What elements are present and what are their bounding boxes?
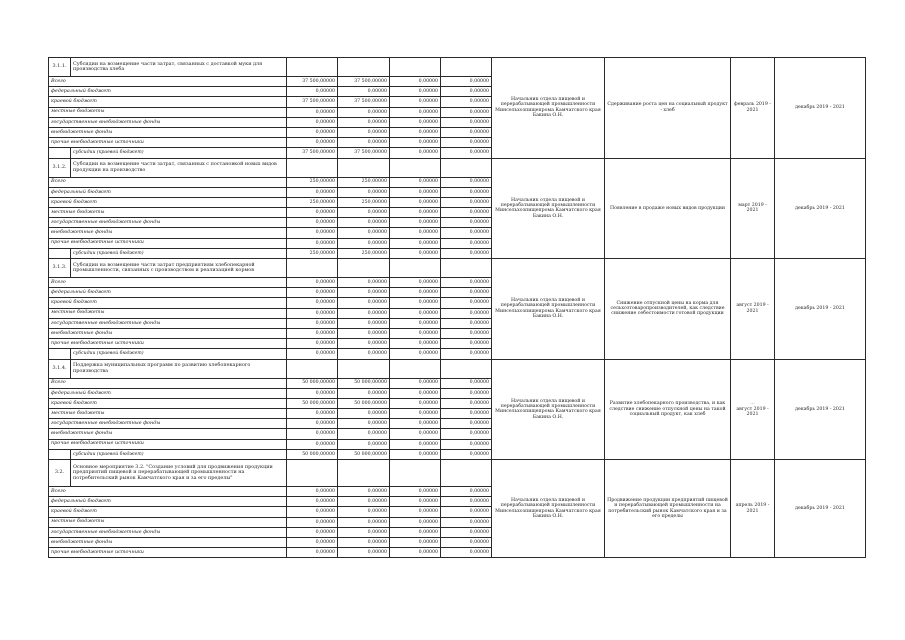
amount-cell: 0,00000 <box>441 248 492 258</box>
amount-cell: 0,00000 <box>441 449 492 459</box>
empty-cell <box>441 158 492 177</box>
amount-cell: 37 500,00000 <box>287 148 338 158</box>
funding-source-label: федеральный бюджет <box>49 288 287 298</box>
amount-cell: 0,00000 <box>441 148 492 158</box>
responsible-person: Начальник отдела пищевой и перерабатывающей промышленности Минсельхозпищепрома Камчатского края Бакина О.Н. <box>492 158 605 259</box>
indent-cell <box>49 449 71 459</box>
amount-cell: 0,00000 <box>338 497 390 507</box>
section-title: Субсидии на возмещение части затрат, связанных с постановкой новых видов продукции на производство <box>71 158 287 177</box>
section-title-row <box>49 158 866 177</box>
amount-cell: 0,00000 <box>338 339 390 349</box>
funding-source-label: прочие внебюджетные источники <box>49 439 287 449</box>
amount-cell: 0,00000 <box>390 107 441 117</box>
empty-cell <box>287 158 338 177</box>
expected-result: Продвижение продукции предприятий пищевой и перерабатывающей промышленности на потребительский рынок Камчатского края и за его пределы <box>605 460 731 558</box>
funding-source-label: внебюджетные фонды <box>49 537 287 547</box>
empty-cell <box>338 359 390 378</box>
section-title: Основное мероприятие 3.2. "Создание условий для продвижения продукции предприятий пищевой и перерабатывающей промышленности на потребительский рынок Камчатского края и за его пределы" <box>71 460 287 487</box>
amount-cell: 0,00000 <box>287 439 338 449</box>
amount-cell: 0,00000 <box>390 537 441 547</box>
section-title-row <box>49 359 866 378</box>
amount-cell: 0,00000 <box>287 507 338 517</box>
amount-cell: 0,00000 <box>390 148 441 158</box>
amount-cell: 37 500,00000 <box>287 77 338 87</box>
amount-cell: 50 000,00000 <box>287 378 338 388</box>
amount-cell: 0,00000 <box>441 439 492 449</box>
amount-cell: 0,00000 <box>287 127 338 137</box>
amount-cell: 0,00000 <box>338 107 390 117</box>
funding-source-label: краевой бюджет <box>49 97 287 107</box>
amount-cell: 0,00000 <box>287 138 338 148</box>
funding-source-label: субсидии (краевой бюджет) <box>71 148 287 158</box>
start-date: март 2019 - 2021 <box>731 158 775 259</box>
amount-cell: 50 000,00000 <box>338 398 390 408</box>
amount-cell: 0,00000 <box>287 208 338 218</box>
expected-result: Сдерживание роста цен на социальный продукт - хлеб <box>605 58 731 159</box>
amount-cell: 0,00000 <box>390 77 441 87</box>
amount-cell: 0,00000 <box>338 487 390 497</box>
amount-cell: 0,00000 <box>441 378 492 388</box>
start-date: август 2019 - 2021 <box>731 259 775 360</box>
amount-cell: 0,00000 <box>441 187 492 197</box>
amount-cell: 0,00000 <box>338 318 390 328</box>
amount-cell: 0,00000 <box>390 228 441 238</box>
amount-cell: 0,00000 <box>338 127 390 137</box>
amount-cell: 0,00000 <box>390 398 441 408</box>
amount-cell: 0,00000 <box>441 507 492 517</box>
funding-source-label: внебюджетные фонды <box>49 228 287 238</box>
amount-cell: 0,00000 <box>287 298 338 308</box>
empty-cell <box>338 460 390 487</box>
amount-cell: 0,00000 <box>390 298 441 308</box>
amount-cell: 0,00000 <box>338 419 390 429</box>
marker-dots: ... <box>750 401 755 407</box>
amount-cell: 0,00000 <box>441 349 492 359</box>
amount-cell: 0,00000 <box>287 419 338 429</box>
amount-cell: 0,00000 <box>441 527 492 537</box>
amount-cell: 0,00000 <box>441 497 492 507</box>
funding-source-label: государственные внебюджетные фонды <box>49 117 287 127</box>
amount-cell: 0,00000 <box>287 328 338 338</box>
section-title: Субсидии на возмещение части затрат, связанных с доставкой муки для производства хлеба <box>71 58 287 77</box>
empty-cell <box>390 259 441 278</box>
funding-source-label: краевой бюджет <box>49 197 287 207</box>
amount-cell: 0,00000 <box>390 409 441 419</box>
budget-table <box>48 57 866 558</box>
funding-source-label: Всего <box>49 278 287 288</box>
section-code: 3.1.2. <box>49 158 71 177</box>
amount-cell: 0,00000 <box>338 298 390 308</box>
responsible-person: Начальник отдела пищевой и перерабатывающей промышленности Минсельхозпищепрома Камчатского края Бакина О.Н. <box>492 460 605 558</box>
amount-cell: 0,00000 <box>390 449 441 459</box>
amount-cell: 37 500,00000 <box>338 97 390 107</box>
amount-cell: 0,00000 <box>390 127 441 137</box>
amount-cell: 0,00000 <box>441 138 492 148</box>
amount-cell: 0,00000 <box>441 218 492 228</box>
amount-cell: 0,00000 <box>390 328 441 338</box>
funding-source-label: краевой бюджет <box>49 507 287 517</box>
amount-cell: 0,00000 <box>287 228 338 238</box>
indent-cell <box>49 148 71 158</box>
responsible-person: Начальник отдела пищевой и перерабатывающей промышленности Минсельхозпищепрома Камчатского края Бакина О.Н. <box>492 58 605 159</box>
funding-source-label: государственные внебюджетные фонды <box>49 218 287 228</box>
amount-cell: 0,00000 <box>441 328 492 338</box>
empty-cell <box>390 58 441 77</box>
amount-cell: 0,00000 <box>338 308 390 318</box>
amount-cell: 0,00000 <box>287 429 338 439</box>
expected-result: Снижение отпускной цены на корма для сельхозтоваропроизводителей, как следствие снижение себестоимости готовой продукции <box>605 259 731 360</box>
amount-cell: 0,00000 <box>287 349 338 359</box>
amount-cell: 0,00000 <box>390 429 441 439</box>
amount-cell: 0,00000 <box>287 218 338 228</box>
amount-cell: 0,00000 <box>390 439 441 449</box>
empty-cell <box>441 460 492 487</box>
amount-cell: 0,00000 <box>338 187 390 197</box>
amount-cell: 0,00000 <box>390 87 441 97</box>
funding-source-label: федеральный бюджет <box>49 187 287 197</box>
amount-cell: 0,00000 <box>390 248 441 258</box>
amount-cell: 0,00000 <box>390 487 441 497</box>
amount-cell: 0,00000 <box>390 497 441 507</box>
funding-source-label: государственные внебюджетные фонды <box>49 318 287 328</box>
end-date: декабрь 2019 - 2021 <box>775 259 866 360</box>
amount-cell: 0,00000 <box>287 527 338 537</box>
end-date: декабрь 2019 - 2021 <box>775 460 866 558</box>
amount-cell: 0,00000 <box>441 308 492 318</box>
amount-cell: 0,00000 <box>441 117 492 127</box>
amount-cell: 0,00000 <box>338 117 390 127</box>
funding-source-label: местные бюджеты <box>49 308 287 318</box>
section-title-row <box>49 259 866 278</box>
amount-cell: 50 000,00000 <box>338 449 390 459</box>
amount-cell: 250,00000 <box>338 248 390 258</box>
amount-cell: 0,00000 <box>338 278 390 288</box>
amount-cell: 0,00000 <box>287 117 338 127</box>
empty-cell <box>441 359 492 378</box>
amount-cell: 0,00000 <box>390 288 441 298</box>
end-date: декабрь 2019 - 2021 <box>775 359 866 460</box>
amount-cell: 0,00000 <box>338 328 390 338</box>
empty-cell <box>338 58 390 77</box>
amount-cell: 0,00000 <box>390 339 441 349</box>
amount-cell: 0,00000 <box>338 388 390 398</box>
expected-result: Развитие хлебопекарного производства, и как следствие снижение отпускной цены на такой социальный продукт, как хлеб <box>605 359 731 460</box>
amount-cell: 0,00000 <box>441 318 492 328</box>
amount-cell: 0,00000 <box>441 288 492 298</box>
amount-cell: 0,00000 <box>338 507 390 517</box>
amount-cell: 0,00000 <box>390 308 441 318</box>
funding-source-label: прочие внебюджетные источники <box>49 238 287 248</box>
amount-cell: 37 500,00000 <box>338 77 390 87</box>
section-code: 3.1.3. <box>49 259 71 278</box>
amount-cell: 0,00000 <box>441 537 492 547</box>
amount-cell: 0,00000 <box>441 339 492 349</box>
start-date: ... август 2019 - 2021 <box>731 359 775 460</box>
empty-cell <box>287 460 338 487</box>
empty-cell <box>441 58 492 77</box>
amount-cell: 0,00000 <box>338 288 390 298</box>
amount-cell: 0,00000 <box>390 218 441 228</box>
funding-source-label: федеральный бюджет <box>49 388 287 398</box>
section-code: 3.1.4. <box>49 359 71 378</box>
amount-cell: 0,00000 <box>441 97 492 107</box>
amount-cell: 0,00000 <box>390 238 441 248</box>
funding-source-label: федеральный бюджет <box>49 87 287 97</box>
amount-cell: 0,00000 <box>287 388 338 398</box>
funding-source-label: прочие внебюджетные источники <box>49 138 287 148</box>
amount-cell: 0,00000 <box>441 298 492 308</box>
amount-cell: 50 000,00000 <box>287 398 338 408</box>
funding-source-label: местные бюджеты <box>49 409 287 419</box>
empty-cell <box>287 58 338 77</box>
amount-cell: 0,00000 <box>441 77 492 87</box>
indent-cell <box>49 248 71 258</box>
end-date: декабрь 2019 - 2021 <box>775 158 866 259</box>
amount-cell: 0,00000 <box>441 548 492 558</box>
empty-cell <box>338 259 390 278</box>
amount-cell: 0,00000 <box>390 419 441 429</box>
section-code: 3.1.1. <box>49 58 71 77</box>
funding-source-label: прочие внебюджетные источники <box>49 339 287 349</box>
amount-cell: 0,00000 <box>390 97 441 107</box>
amount-cell: 50 000,00000 <box>287 449 338 459</box>
funding-source-label: Всего <box>49 378 287 388</box>
amount-cell: 0,00000 <box>390 138 441 148</box>
amount-cell: 250,00000 <box>287 197 338 207</box>
start-date: апрель 2019 - 2021 <box>731 460 775 558</box>
amount-cell: 0,00000 <box>441 388 492 398</box>
responsible-person: Начальник отдела пищевой и перерабатывающей промышленности Минсельхозпищепрома Камчатского края Бакина О.Н. <box>492 259 605 360</box>
amount-cell: 0,00000 <box>441 419 492 429</box>
amount-cell: 0,00000 <box>338 349 390 359</box>
empty-cell <box>287 259 338 278</box>
funding-source-label: прочие внебюджетные источники <box>49 548 287 558</box>
amount-cell: 0,00000 <box>338 439 390 449</box>
indent-cell <box>49 349 71 359</box>
amount-cell: 0,00000 <box>441 238 492 248</box>
amount-cell: 37 500,00000 <box>338 148 390 158</box>
amount-cell: 0,00000 <box>441 177 492 187</box>
empty-cell <box>390 359 441 378</box>
responsible-person: Начальник отдела пищевой и перерабатывающей промышленности Минсельхозпищепрома Камчатского края Бакина О.Н. <box>492 359 605 460</box>
amount-cell: 0,00000 <box>338 409 390 419</box>
amount-cell: 0,00000 <box>390 378 441 388</box>
amount-cell: 0,00000 <box>287 87 338 97</box>
amount-cell: 0,00000 <box>338 208 390 218</box>
amount-cell: 0,00000 <box>390 208 441 218</box>
amount-cell: 0,00000 <box>287 497 338 507</box>
expected-result: Появление в продаже новых видов продукции <box>605 158 731 259</box>
amount-cell: 250,00000 <box>287 248 338 258</box>
funding-source-label: субсидии (краевой бюджет) <box>71 449 287 459</box>
budget-table-body <box>49 58 866 558</box>
section-code: 3.2. <box>49 460 71 487</box>
amount-cell: 0,00000 <box>287 278 338 288</box>
amount-cell: 0,00000 <box>441 409 492 419</box>
funding-source-label: государственные внебюджетные фонды <box>49 419 287 429</box>
amount-cell: 0,00000 <box>338 228 390 238</box>
amount-cell: 0,00000 <box>287 107 338 117</box>
amount-cell: 0,00000 <box>390 117 441 127</box>
amount-cell: 0,00000 <box>390 197 441 207</box>
funding-source-label: субсидии (краевой бюджет) <box>71 248 287 258</box>
amount-cell: 0,00000 <box>441 517 492 527</box>
amount-cell: 0,00000 <box>287 548 338 558</box>
amount-cell: 50 000,00000 <box>338 378 390 388</box>
amount-cell: 0,00000 <box>287 238 338 248</box>
amount-cell: 0,00000 <box>390 177 441 187</box>
amount-cell: 0,00000 <box>338 218 390 228</box>
amount-cell: 0,00000 <box>287 409 338 419</box>
empty-cell <box>287 359 338 378</box>
amount-cell: 0,00000 <box>390 187 441 197</box>
amount-cell: 0,00000 <box>287 318 338 328</box>
amount-cell: 0,00000 <box>287 537 338 547</box>
section-title: Субсидии на возмещение части затрат предприятиям хлебопекарной промышленности, связанных с производством и реализацией кормов <box>71 259 287 278</box>
start-date: февраль 2019 - 2021 <box>731 58 775 159</box>
amount-cell: 0,00000 <box>338 87 390 97</box>
empty-cell <box>390 158 441 177</box>
funding-source-label: Всего <box>49 177 287 187</box>
amount-cell: 0,00000 <box>441 197 492 207</box>
amount-cell: 0,00000 <box>441 429 492 439</box>
funding-source-label: Всего <box>49 77 287 87</box>
end-date: декабрь 2019 - 2021 <box>775 58 866 159</box>
amount-cell: 0,00000 <box>441 127 492 137</box>
amount-cell: 0,00000 <box>441 398 492 408</box>
amount-cell: 0,00000 <box>390 517 441 527</box>
funding-source-label: местные бюджеты <box>49 517 287 527</box>
amount-cell: 0,00000 <box>390 278 441 288</box>
amount-cell: 0,00000 <box>338 527 390 537</box>
section-title: Поддержка муниципальных программ по развитию хлебопекарного производства <box>71 359 287 378</box>
amount-cell: 0,00000 <box>287 308 338 318</box>
section-title-row <box>49 58 866 77</box>
section-title-row <box>49 460 866 487</box>
amount-cell: 250,00000 <box>338 197 390 207</box>
amount-cell: 0,00000 <box>338 138 390 148</box>
empty-cell <box>390 460 441 487</box>
amount-cell: 0,00000 <box>338 517 390 527</box>
funding-source-label: краевой бюджет <box>49 398 287 408</box>
funding-source-label: внебюджетные фонды <box>49 328 287 338</box>
funding-source-label: субсидии (краевой бюджет) <box>71 349 287 359</box>
amount-cell: 0,00000 <box>287 339 338 349</box>
amount-cell: 0,00000 <box>287 288 338 298</box>
amount-cell: 0,00000 <box>390 349 441 359</box>
empty-cell <box>441 259 492 278</box>
amount-cell: 0,00000 <box>390 548 441 558</box>
amount-cell: 0,00000 <box>390 318 441 328</box>
amount-cell: 0,00000 <box>441 228 492 238</box>
amount-cell: 0,00000 <box>441 208 492 218</box>
amount-cell: 0,00000 <box>390 388 441 398</box>
amount-cell: 0,00000 <box>390 507 441 517</box>
empty-cell <box>338 158 390 177</box>
amount-cell: 0,00000 <box>287 187 338 197</box>
amount-cell: 0,00000 <box>441 487 492 497</box>
amount-cell: 250,00000 <box>338 177 390 187</box>
amount-cell: 37 500,00000 <box>287 97 338 107</box>
amount-cell: 0,00000 <box>287 517 338 527</box>
amount-cell: 0,00000 <box>441 278 492 288</box>
amount-cell: 0,00000 <box>441 87 492 97</box>
funding-source-label: Всего <box>49 487 287 497</box>
amount-cell: 0,00000 <box>390 527 441 537</box>
amount-cell: 0,00000 <box>287 487 338 497</box>
funding-source-label: краевой бюджет <box>49 298 287 308</box>
amount-cell: 250,00000 <box>287 177 338 187</box>
funding-source-label: внебюджетные фонды <box>49 429 287 439</box>
funding-source-label: местные бюджеты <box>49 107 287 117</box>
funding-source-label: государственные внебюджетные фонды <box>49 527 287 537</box>
funding-source-label: местные бюджеты <box>49 208 287 218</box>
amount-cell: 0,00000 <box>338 548 390 558</box>
amount-cell: 0,00000 <box>441 107 492 117</box>
amount-cell: 0,00000 <box>338 429 390 439</box>
amount-cell: 0,00000 <box>338 537 390 547</box>
funding-source-label: внебюджетные фонды <box>49 127 287 137</box>
amount-cell: 0,00000 <box>338 238 390 248</box>
funding-source-label: федеральный бюджет <box>49 497 287 507</box>
